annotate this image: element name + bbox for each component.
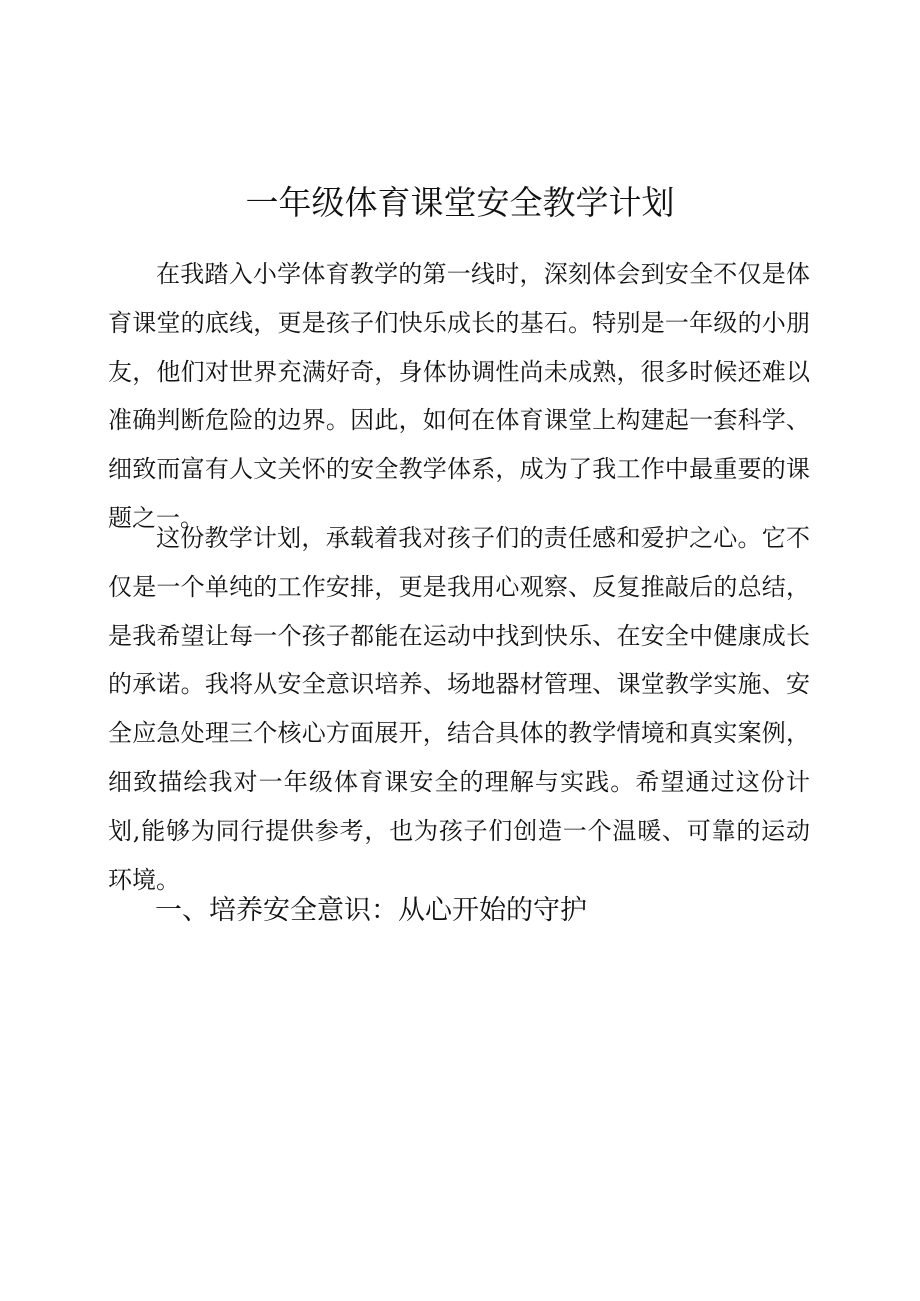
document-title: 一年级体育课堂安全教学计划 (245, 183, 675, 222)
intro-paragraph-1: 在我踏入小学体育教学的第一线时，深刻体会到安全不仅是体育课堂的底线，更是孩子们快乐成长的基石。特别是一年级的小朋友，他们对世界充满好奇，身体协调性尚未成熟，很多时候还难以准确判断危险的边界。因此，如何在体育课堂上构建起一套科学、细致而富有人文关怀的安全教学体系，成为了我工作中最重要的课题之一。 (108, 260, 810, 532)
section-heading-1: 一、培养安全意识：从心开始的守护 (155, 895, 587, 926)
intro-paragraph-2: 这份教学计划，承载着我对孩子们的责任感和爱护之心。它不仅是一个单纯的工作安排，更是我用心观察、反复推敲后的总结，是我希望让每一个孩子都能在运动中找到快乐、在安全中健康成长的承诺。我将从安全意识培养、场地器材管理、课堂教学实施、安全应急处理三个核心方面展开，结合具体的教学情境和真实案例，细致描绘我对一年级体育课安全的理解与实践。希望通过这份计划,能够为同行提供参考，也为孩子们创造一个温暖、可靠的运动环境。 (108, 524, 810, 894)
